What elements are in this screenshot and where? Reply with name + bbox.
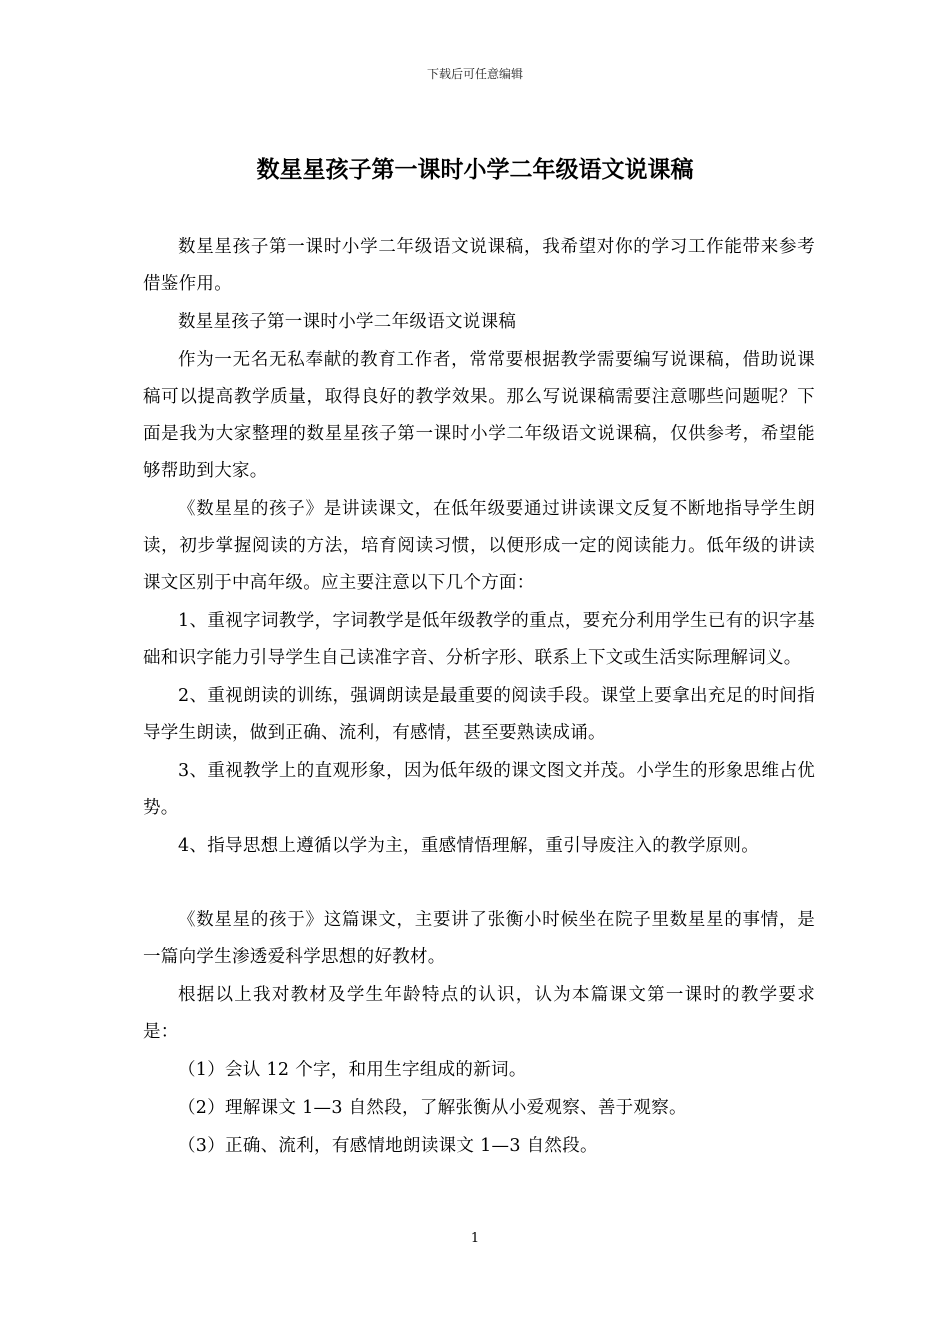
- paragraph-requirements-intro: 根据以上我对教材及学生年龄特点的认识，认为本篇课文第一课时的教学要求是：: [143, 985, 815, 1042]
- list-item-point-4: 4、指导思想上遵循以学为主，重感情悟理解，重引导废注入的教学原则。: [178, 836, 760, 856]
- list-item-point-1: 1、重视字词教学，字词教学是低年级教学的重点，要充分利用学生已有的识字基础和识字能力引导学生自己读准字音、分析字形、联系上下文或生活实际理解词义。: [143, 611, 815, 668]
- paragraph-subtitle: 数星星孩子第一课时小学二年级语文说课稿: [178, 312, 517, 332]
- paragraph-intro: 数星星孩子第一课时小学二年级语文说课稿，我希望对你的学习工作能带来参考借鉴作用。: [143, 237, 815, 294]
- paragraph-lesson-type: 《数星星的孩子》是讲读课文，在低年级要通过讲读课文反复不断地指导学生朗读，初步掌握阅读的方法，培育阅读习惯，以便形成一定的阅读能力。低年级的讲读课文区别于中高年级。应主要注意以下几个方面：: [143, 499, 815, 593]
- list-item-goal-1: （1）会认 12 个字，和用生字组成的新词。: [178, 1060, 527, 1080]
- list-item-point-3: 3、重视教学上的直观形象，因为低年级的课文图文并茂。小学生的形象思维占优势。: [143, 761, 815, 818]
- document-title: 数星星孩子第一课时小学二年级语文说课稿: [256, 157, 694, 183]
- page-number: 1: [470, 1231, 480, 1246]
- list-item-point-2: 2、重视朗读的训练，强调朗读是最重要的阅读手段。课堂上要拿出充足的时间指导学生朗读，做到正确、流利，有感情，甚至要熟读成诵。: [143, 686, 815, 743]
- paragraph-preface: 作为一无名无私奉献的教育工作者，常常要根据教学需要编写说课稿，借助说课稿可以提高教学质量，取得良好的教学效果。那么写说课稿需要注意哪些问题呢？下面是我为大家整理的数星星孩子第一课时小学二年级语文说课稿，仅供参考，希望能够帮助到大家。: [143, 350, 815, 481]
- document-body: [143, 229, 815, 1166]
- page-header: 下载后可任意编辑: [426, 67, 523, 81]
- paragraph-spacer: [143, 866, 815, 902]
- paragraph-text-summary: 《数星星的孩于》这篇课文，主要讲了张衡小时候坐在院子里数星星的事情，是一篇向学生渗透爱科学思想的好教材。: [143, 910, 815, 967]
- list-item-goal-3: （3）正确、流利，有感情地朗读课文 1—3 自然段。: [178, 1136, 598, 1156]
- list-item-goal-2: （2）理解课文 1—3 自然段，了解张衡从小爱观察、善于观察。: [178, 1098, 687, 1118]
